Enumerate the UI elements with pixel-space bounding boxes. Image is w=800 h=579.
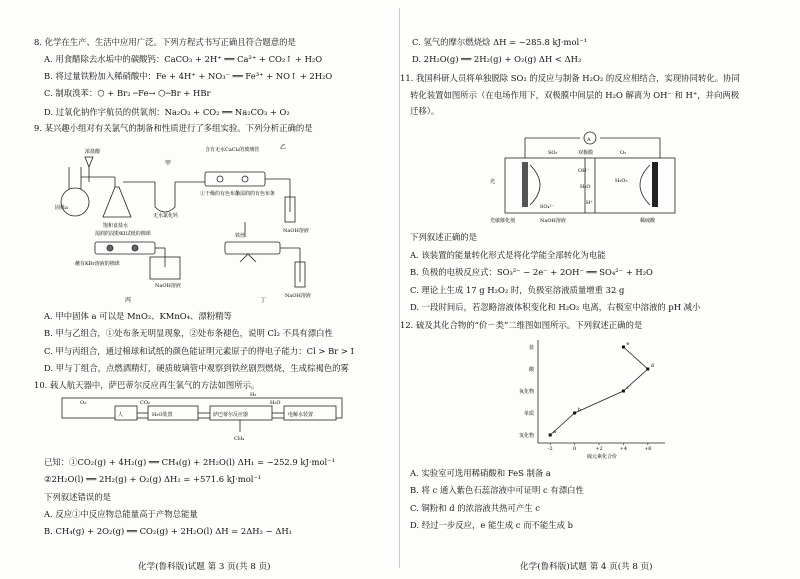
data-point-d	[646, 368, 649, 371]
label-kbr-cotton: 蘸有KBr溶液的棉球	[75, 261, 120, 267]
y-tick-label: 酸	[528, 367, 534, 373]
q8-option-b: B. 将过量铁粉加入稀硝酸中：Fe + 4H⁺ + NO₃⁻ ══ Fe³⁺ + NO↑ + 2H₂O	[44, 71, 333, 81]
q9-option-d: D. 甲与丁组合，点燃酒精灯，硬质玻璃管中观察到铁丝剧烈燃烧，生成棕褐色的雾	[44, 363, 349, 373]
q10-option-d: D. 2H₂O(g) ══ 2H₂(g) + O₂(g) ΔH < ΔH₂	[412, 54, 582, 64]
x-tick-label: -2	[547, 446, 553, 452]
left-electrode	[522, 162, 528, 207]
label-bing: 丙	[125, 297, 132, 304]
q12-chart	[510, 335, 670, 460]
q11-stem-2: 转化装置如图所示（在电场作用下，双极膜中间层的 H₂O 解离为 OH⁻ 和 H⁺，并向两极	[410, 90, 740, 100]
right-footer: 化学(鲁科版)试题 第 4 页(共 8 页)	[520, 562, 653, 573]
q11-option-d: D. 一段时间后，若忽略溶液体积变化和 H₂O₂ 电离，右极室中溶液的 pH 减小	[410, 302, 701, 312]
label-dry-cloth: ①干燥的有色布条	[200, 191, 241, 197]
oh-label: OH⁻	[578, 168, 590, 174]
flow-ch4: CH₄	[234, 436, 245, 442]
data-point-label-e: e	[626, 341, 630, 347]
catalyst-label: 光敏催化剂	[490, 218, 516, 224]
label-naoh-1: NaOH溶液	[283, 228, 309, 234]
label-naoh-3: NaOH溶液	[285, 293, 311, 299]
q11-ask: 下列叙述正确的是	[410, 232, 477, 242]
q10-option-b: B. CH₄(g) + 2O₂(g) ══ CO₂(g) + 2H₂O(l) ΔH = 2ΔH₂ − ΔH₁	[44, 526, 293, 536]
data-point-b	[573, 412, 576, 415]
label-solid-a: 固体a	[55, 205, 68, 211]
h2o-label: H₂O	[580, 184, 591, 190]
q11-cell-figure	[490, 120, 690, 225]
right-page	[400, 0, 800, 579]
label-anhydrous-cacl2: 无水氯化钙	[153, 213, 179, 219]
flow-o2: O₂	[80, 400, 87, 406]
q12-option-d: D. 经过一步反应，e 能生成 c 而不能生成 b	[410, 520, 574, 530]
q11-stem-3: 迁移）。	[410, 106, 440, 116]
chart-path	[550, 347, 648, 435]
y-tick-label: 单质	[523, 411, 534, 417]
label-iron-wire: 铁丝	[235, 233, 246, 239]
q10-stem: 10. 载人航天器中，萨巴蒂尔反应再生氧气的方法如图所示。	[34, 380, 260, 390]
so4-label: SO₄²⁻	[540, 204, 555, 210]
data-point-label-d: d	[650, 363, 655, 369]
flow-electrolysis: 电解水装置	[288, 412, 314, 418]
q11-option-a: A. 该装置的能量转化形式是将化学能全部转化为电能	[410, 250, 606, 260]
q9-option-b: B. 甲与乙组合，①处布条无明显现象，②处布条褪色，说明 Cl₂ 不具有漂白性	[44, 328, 333, 338]
x-tick-label: +6	[644, 446, 652, 452]
label-saturated-brine: 饱和食盐水	[103, 223, 129, 229]
q8-option-a: A. 用食醋除去水垢中的碳酸钙：CaCO₃ + 2H⁺ ══ Ca²⁺ + CO₂↑ + H₂O	[44, 54, 323, 64]
so2-label: SO₂	[548, 150, 558, 156]
q11-stem-1: 11. 我国科研人员将单独脱除 SO₂ 的反应与制备 H₂O₂ 的反应相结合，实现协同转化。协同	[400, 73, 740, 83]
label-wet-cloth: ②湿润的有色布条	[235, 191, 276, 197]
flow-h2o-device: H₂O装置	[152, 412, 173, 418]
h2o2-label: H₂O₂	[615, 178, 628, 184]
label-conc-hcl: 浓盐酸	[85, 149, 101, 155]
label-yi: 乙	[280, 144, 287, 151]
flow-h2: H₂	[250, 392, 257, 398]
left-footer: 化学(鲁科版)试题 第 3 页(共 8 页)	[138, 562, 271, 573]
y-tick-label: 氧化物	[518, 389, 534, 395]
q8-option-c: C. 制取溴苯：⬡ + Br₂ ─Fe→ ⬡─Br + HBr	[44, 88, 211, 98]
q12-option-a: A. 实验室可选用稀硝酸和 FeS 制备 a	[410, 468, 551, 478]
flow-sabatier: 萨巴蒂尔反应器	[213, 412, 249, 418]
flow-co2: CO₂	[140, 400, 150, 406]
label-ki-cotton: 湿润的淀粉KI试纸的棉球	[95, 231, 151, 237]
naoh-label: NaOH溶液	[540, 218, 566, 224]
q8-stem: 8. 化学在生产、生活中应用广泛。下列方程式书写正确且符合题意的是	[34, 37, 296, 47]
data-point-e	[622, 346, 625, 349]
flow-human: 人	[118, 412, 124, 418]
q11-option-b: B. 负极的电极反应式：SO₃²⁻ − 2e⁻ + 2OH⁻ ══ SO₄²⁻ + H₂O	[410, 267, 653, 277]
label-ding: 丁	[260, 297, 267, 304]
q10-ask: 下列叙述错误的是	[44, 492, 111, 502]
q9-stem: 9. 某兴趣小组对有关氯气的制备和性质进行了多组实验。下列分析正确的是	[34, 123, 313, 133]
q10-known-2: ②2H₂O(l) ══ 2H₂(g) + O₂(g) ΔH₂ = +571.6 kJ·mol⁻¹	[44, 474, 262, 484]
light-label: 光	[490, 179, 496, 185]
label-jia: 甲	[165, 160, 172, 167]
y-tick-label: 盐	[528, 345, 534, 351]
acid-label: 稀硫酸	[640, 218, 656, 224]
flask-shape	[61, 188, 89, 216]
x-tick-label: +4	[619, 446, 628, 452]
h-label: H⁺	[586, 200, 593, 206]
y-tick-label: 氢化物	[518, 433, 534, 439]
x-axis-title: 硫元素化合价	[586, 454, 618, 460]
q9-option-a: A. 甲中固体 a 可以是 MnO₂、KMnO₄、漂粉精等	[44, 311, 232, 321]
ammeter-label: A	[587, 137, 591, 143]
q9-option-c: C. 甲与丙组合，通过棉球和试纸的颜色能证明元素原子的得电子能力：Cl > Br > I	[44, 346, 354, 356]
q11-option-c: C. 理论上生成 17 g H₂O₂ 时，负极室溶液质量增重 32 g	[410, 285, 625, 295]
data-point-label-b: b	[577, 407, 581, 413]
q9-apparatus-figure	[55, 137, 380, 307]
q10-flow-diagram	[60, 392, 350, 452]
x-tick-label: 0	[573, 446, 577, 452]
label-naoh-2: NaOH溶液	[155, 283, 181, 289]
right-electrode	[652, 162, 658, 207]
q8-option-d: D. 过氧化钠作宇航员的供氧剂：Na₂O₂ + CO₂ ══ Na₂CO₃ + O₂	[44, 107, 290, 117]
q12-option-c: C. 铜粉和 d 的浓溶液共热可产生 c	[410, 503, 540, 513]
data-point-c	[622, 390, 625, 393]
o2-label: O₂	[620, 150, 627, 156]
flow-h2o: H₂O	[270, 400, 281, 406]
data-point-label-a: a	[553, 429, 557, 435]
q12-option-b: B. 将 c 通入紫色石蕊溶液中可证明 c 有漂白性	[410, 485, 584, 495]
membrane-label: 双极膜	[578, 150, 594, 156]
q10-known-1: 已知：①CO₂(g) + 4H₂(g) ══ CH₄(g) + 2H₂O(l) ΔH₁ = −252.9 kJ·mol⁻¹	[44, 457, 335, 467]
q12-stem: 12. 硫及其化合物的“价－类”二维图如图所示。下列叙述正确的是	[400, 320, 643, 330]
label-wet-tube: 含有无水CaCl₂的玻璃管	[205, 147, 260, 153]
q10-option-a: A. 反应①中反应物总能量高于产物总能量	[44, 509, 198, 519]
data-point-label-c: c	[626, 385, 630, 391]
x-tick-label: +2	[595, 446, 603, 452]
data-point-a	[549, 434, 552, 437]
q10-option-c: C. 氢气的摩尔燃烧焓 ΔH = −285.8 kJ·mol⁻¹	[412, 37, 587, 47]
